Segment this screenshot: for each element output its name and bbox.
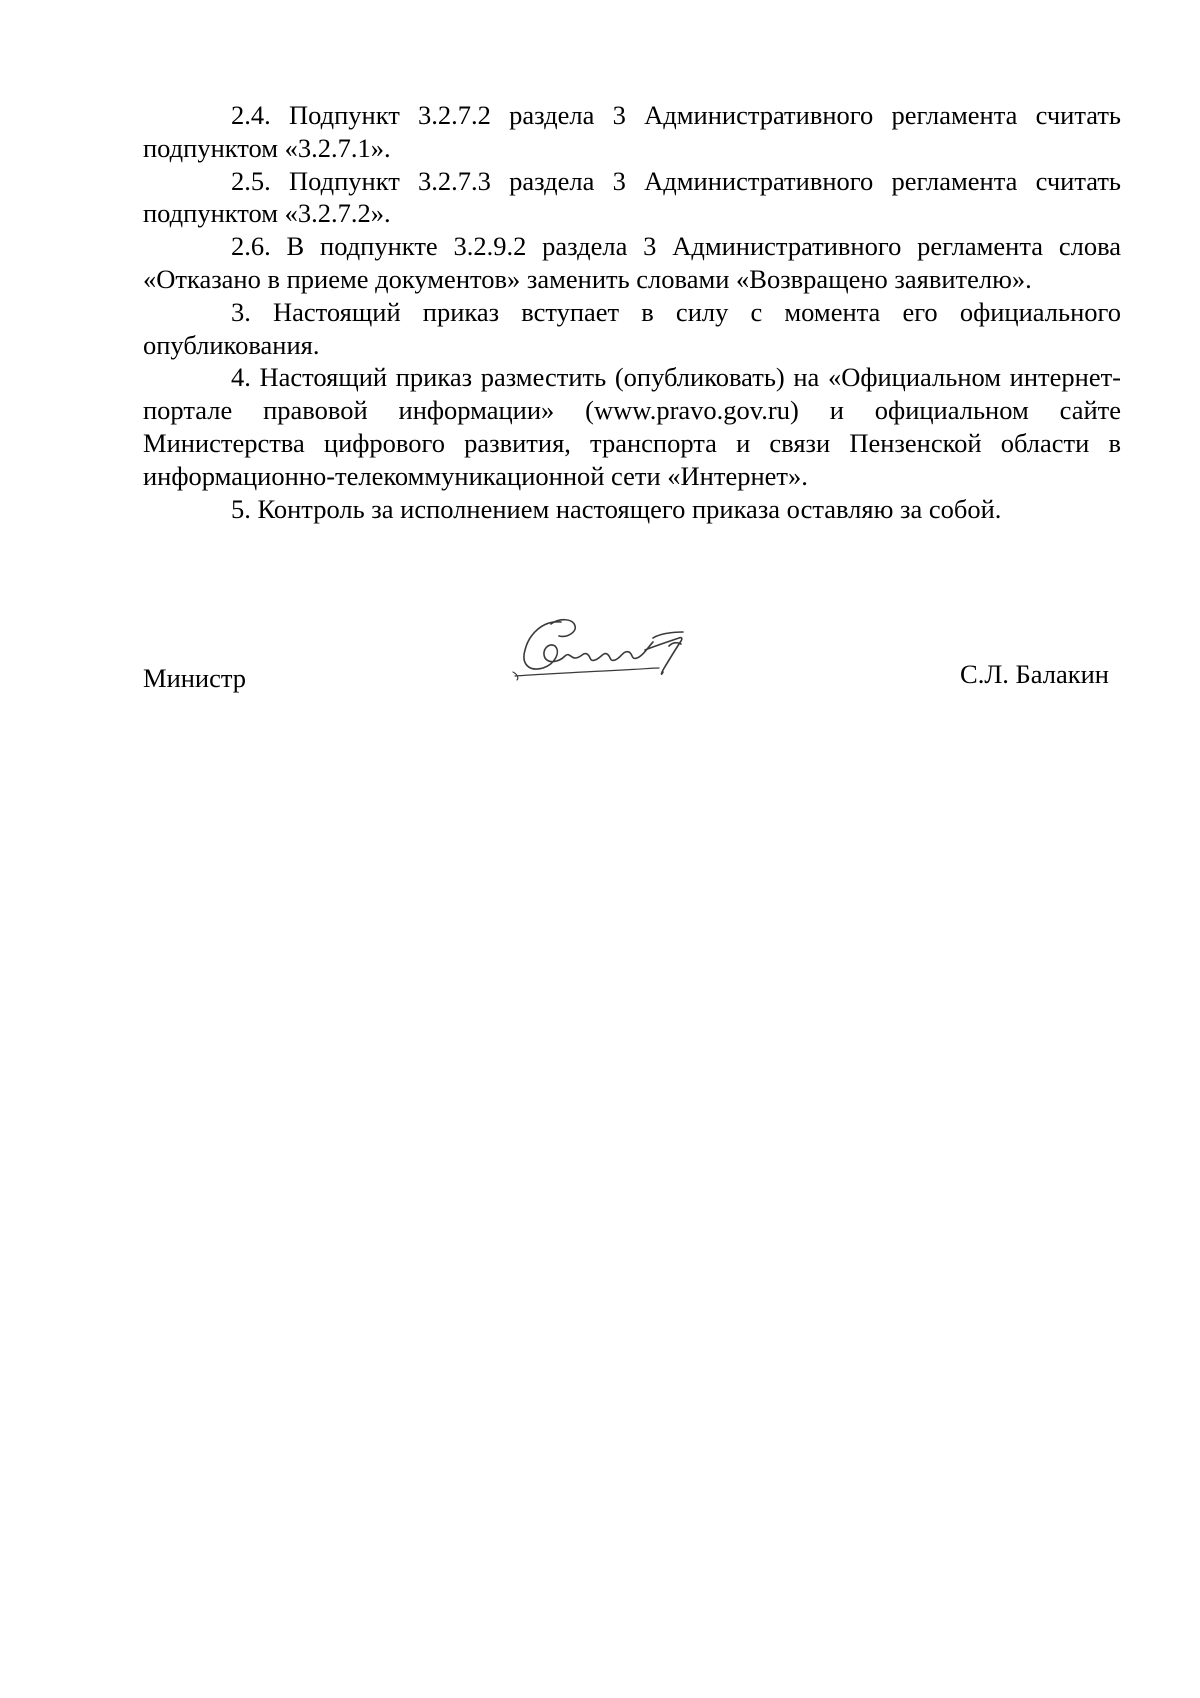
signatory-name: С.Л. Балакин (960, 659, 1109, 689)
document-body (143, 99, 1121, 525)
paragraph-5: 5. Контроль за исполнением настоящего приказа оставляю за собой. (231, 493, 1002, 524)
paragraph-2-5: 2.5. Подпункт 3.2.7.3 раздела 3 Административного регламента считать подпунктом «3.2.7.2». (143, 165, 1121, 229)
paragraph-3: 3. Настоящий приказ вступает в силу с момента его официального опубликования. (143, 296, 1121, 360)
paragraph-4: 4. Настоящий приказ разместить (опубликовать) на «Официальном интернет-портале правовой информации» (www.pravo.gov.ru) и официальном сайте Министерства цифрового развития, транспорта и связи Пензенской области в информационно-телекоммуникационной сети «Интернет». (143, 362, 1121, 491)
paragraph-2-4: 2.4. Подпункт 3.2.7.2 раздела 3 Административного регламента считать подпунктом «3.2.7.1». (143, 100, 1121, 163)
handwritten-signature-icon (503, 612, 703, 694)
paragraph-2-6: 2.6. В подпункте 3.2.9.2 раздела 3 Административного регламента слова «Отказано в приеме документов» заменить словами «Возвращено заявителю». (143, 231, 1121, 294)
signature-block (143, 612, 1121, 702)
signatory-position: Министр (143, 663, 247, 693)
